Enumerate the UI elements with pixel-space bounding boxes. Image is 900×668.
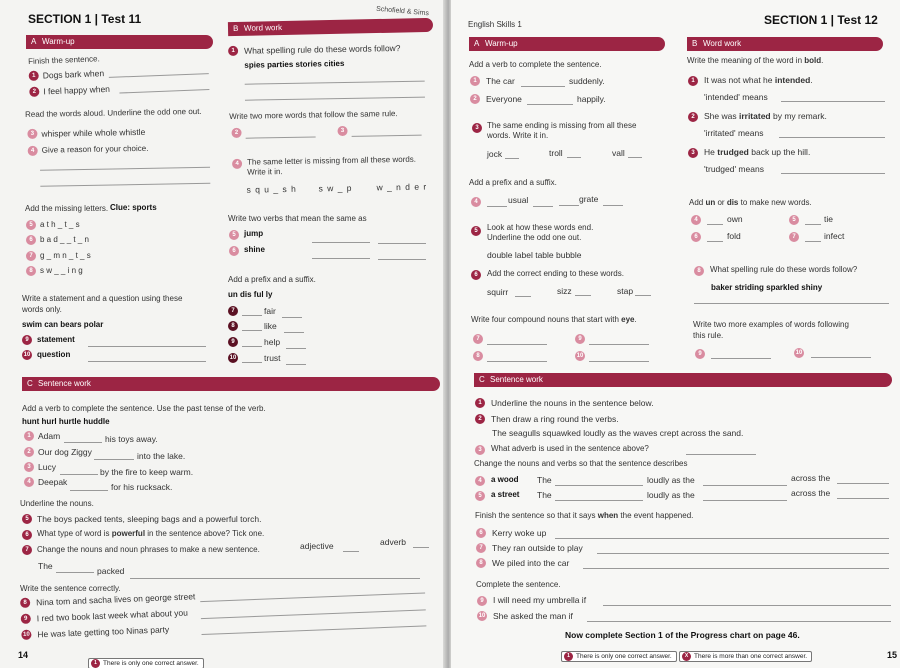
answer-line[interactable]	[837, 498, 889, 499]
question-number: 2	[688, 112, 698, 122]
answer-line[interactable]	[603, 605, 891, 606]
answer-line[interactable]	[628, 157, 642, 158]
question-number: 6	[26, 235, 36, 245]
answer-line[interactable]	[703, 500, 787, 501]
look-instruction: Look at how these words end.	[487, 223, 594, 232]
answer-line[interactable]	[559, 205, 579, 206]
warmup-instruction: Finish the sentence.	[28, 54, 100, 66]
question-number: 9	[21, 614, 31, 624]
answer-line[interactable]	[811, 357, 871, 358]
right-wordwork-bar: B Word work	[687, 37, 883, 51]
answer-line[interactable]	[246, 136, 316, 138]
sentence-end: across the	[791, 473, 831, 483]
sentence-start: Everyone	[486, 94, 522, 104]
answer-line[interactable]	[60, 474, 98, 475]
ending-question: The same ending is missing from all these	[487, 121, 637, 130]
question-number: 8	[694, 266, 704, 276]
answer-line[interactable]	[583, 568, 889, 569]
left-page	[0, 0, 447, 668]
prompt-text: Give a reason for your choice.	[41, 143, 149, 155]
answer-line[interactable]	[312, 258, 370, 259]
question-number: 10	[478, 613, 486, 619]
question-number: 4	[475, 476, 485, 486]
root-word: help	[264, 337, 281, 347]
root-word: own	[727, 214, 743, 224]
question-number: 8	[26, 266, 36, 276]
book-title: English Skills 1	[468, 20, 522, 29]
letter-puzzle[interactable]: s w _ _ i n g	[40, 266, 83, 275]
question-label: question	[37, 350, 71, 359]
answer-line[interactable]	[837, 483, 889, 484]
single-answer-icon: 1	[91, 659, 100, 668]
question-number: 4	[691, 215, 701, 225]
verb-word: shine	[244, 245, 265, 254]
answer-line[interactable]	[515, 296, 531, 297]
sentence-the: The	[537, 475, 552, 485]
sentence-end: suddenly.	[569, 76, 605, 86]
answer-line[interactable]	[202, 625, 427, 635]
word-stem: squirr	[487, 287, 509, 297]
sentence-end: by the fire to keep warm.	[100, 467, 194, 477]
seagull-sentence[interactable]: The seagulls squawked loudly as the waves crept across the sand.	[492, 428, 744, 438]
root-word: fold	[727, 231, 741, 241]
root-word: infect	[824, 231, 845, 241]
question-number: 6	[471, 270, 481, 280]
question-number: 5	[26, 220, 36, 230]
answer-line[interactable]	[40, 167, 210, 171]
question-number: 7	[476, 543, 486, 553]
question-number: 6	[691, 232, 701, 242]
sentence-start: I will need my umbrella if	[493, 595, 587, 605]
answer-line[interactable]	[589, 344, 649, 345]
question-number: 3	[475, 445, 485, 455]
examples-instruction: Write two more examples of words following	[693, 320, 849, 329]
root-word: usual	[508, 195, 529, 205]
root-word: like	[264, 321, 277, 331]
letter-puzzle[interactable]: b a d _ _ t _ n	[40, 235, 89, 244]
answer-line[interactable]	[487, 206, 507, 207]
answer-line[interactable]	[245, 81, 425, 85]
sentence-the: The	[537, 490, 552, 500]
single-answer-icon: 1	[564, 652, 573, 661]
sentence-end: across the	[791, 488, 831, 498]
question-number: 5	[475, 491, 485, 501]
letter-puzzle[interactable]: s q u _ s h	[246, 183, 297, 195]
right-warmup-label: Warm-up	[485, 39, 518, 48]
answer-line[interactable]	[527, 104, 573, 105]
answer-line[interactable]	[779, 137, 885, 138]
left-wordwork-bar: B Word work	[228, 18, 433, 36]
left-sentence-label: Sentence work	[38, 379, 91, 388]
answer-line[interactable]	[707, 241, 723, 242]
answer-line[interactable]	[711, 358, 771, 359]
statement-instruction: Write a statement and a question using these	[22, 294, 183, 303]
question-number: 6	[22, 530, 32, 540]
sentence-instruction: Add a verb to complete the sentence. Use the past tense of the verb.	[22, 404, 266, 413]
answer-line[interactable]	[245, 97, 425, 101]
question-number: 2	[475, 414, 485, 424]
question-number: 3	[688, 148, 698, 158]
answer-line[interactable]	[282, 317, 302, 318]
right-warmup-bar: A Warm-up	[469, 37, 665, 51]
footer-key-multiple: X There is more than one correct answer.	[679, 651, 812, 662]
word-stem: jock	[487, 149, 503, 159]
left-page-number: 14	[18, 650, 29, 660]
question-number: 7	[26, 251, 36, 261]
answer-line[interactable]	[694, 303, 889, 304]
rule-instruction: Write two more words that follow the same rule.	[229, 109, 398, 121]
sentence-start: Deepak	[38, 477, 68, 487]
correction-block	[20, 582, 442, 658]
question-number: 8	[473, 351, 483, 361]
right-section-title: SECTION 1 | Test 12	[764, 13, 878, 27]
incorrect-sentence: Nina tom and sacha lives on george street	[35, 591, 196, 608]
missing-letters-instruction: Add the missing letters.	[25, 204, 109, 213]
answer-line[interactable]	[242, 315, 262, 316]
question-number: 7	[22, 545, 32, 555]
answer-line[interactable]	[603, 205, 623, 206]
meaning-instruction: Write the meaning of the word in bold.	[687, 56, 824, 65]
footer-key-single: 1 There is only one correct answer.	[88, 658, 204, 668]
answer-line[interactable]	[686, 454, 756, 455]
question-number: 6	[476, 528, 486, 538]
progress-note: Now complete Section 1 of the Progress chart on page 46.	[565, 630, 800, 640]
odd-one-out-block	[25, 107, 226, 190]
answer-line[interactable]	[130, 578, 420, 579]
left-warmup-bar: A Warm-up	[26, 35, 213, 49]
right-sentence-label: Sentence work	[490, 375, 543, 384]
root-word: tie	[824, 214, 833, 224]
meaning-sentence: It was not what he intended.	[704, 75, 813, 85]
letter-puzzle[interactable]: a t h _ t _ s	[40, 220, 80, 229]
question-number: 1	[470, 76, 480, 86]
question-number: 10	[576, 353, 584, 359]
answer-line[interactable]	[703, 485, 787, 486]
answer-line[interactable]	[40, 183, 210, 187]
answer-line[interactable]	[109, 73, 209, 78]
sentence-middle: loudly as the	[647, 475, 695, 485]
question-number: 5	[471, 226, 481, 236]
answer-line[interactable]	[284, 332, 304, 333]
right-page	[451, 0, 900, 668]
question-number: 4	[232, 159, 242, 169]
sentence-packed: packed	[97, 566, 125, 576]
question-number: 4	[28, 146, 38, 156]
prefix-instruction: Add un or dis to make new words.	[689, 198, 812, 207]
sentence-the: The	[38, 561, 53, 571]
left-wordwork-label: Word work	[243, 23, 283, 33]
question-number: 7	[473, 334, 483, 344]
answer-line[interactable]	[378, 259, 426, 260]
word-stem: troll	[549, 148, 563, 158]
footer-key-single: 1 There is only one correct answer.	[561, 651, 677, 662]
answer-line[interactable]	[487, 361, 547, 362]
prompt-text: I feel happy when	[43, 83, 111, 97]
verb-bank: hunt hurl hurtle huddle	[22, 417, 110, 426]
spelling-words: baker striding sparkled shiny	[711, 283, 823, 292]
publisher-name: Schofield & Sims	[375, 5, 430, 18]
sentence-start: Kerry woke up	[492, 528, 547, 538]
question-number: 5	[22, 514, 32, 524]
question-number: 10	[795, 350, 803, 356]
question-number: 3	[24, 462, 34, 472]
answer-line[interactable]	[555, 485, 643, 486]
incorrect-sentence: He was late getting too Ninas party	[37, 624, 170, 640]
question-number: 9	[695, 349, 705, 359]
word-stem: vall	[612, 148, 625, 158]
noun-sentence[interactable]: The boys packed tents, sleeping bags and a powerful torch.	[37, 514, 262, 524]
root-word: trust	[264, 353, 281, 363]
answer-line[interactable]	[286, 364, 306, 365]
sentence-start: We piled into the car	[492, 558, 570, 568]
question-number: 2	[29, 87, 39, 97]
spelling-words: spies parties stories cities	[244, 58, 345, 70]
meaning-prompt: 'trudged' means	[704, 164, 764, 174]
sentence-start: She asked the man if	[493, 611, 573, 621]
answer-line[interactable]	[200, 592, 425, 602]
question-number: 1	[29, 71, 39, 81]
letter-puzzle[interactable]: g _ m n _ t _ s	[40, 251, 91, 260]
question-number: 8	[228, 321, 238, 331]
complete-instruction: Complete the sentence.	[476, 580, 561, 589]
question-number: 2	[24, 447, 34, 457]
look-instruction-cont: Underline the odd one out.	[487, 233, 582, 242]
nouns-instruction: Underline the nouns.	[20, 499, 94, 508]
sentence-start: The car	[486, 76, 515, 86]
nouns-instruction: Underline the nouns in the sentence below.	[491, 398, 654, 408]
question-number: 10	[23, 352, 31, 358]
prefix-suffix-instruction: Add a prefix and a suffix.	[469, 178, 557, 187]
question-number: 1	[688, 76, 698, 86]
answer-line[interactable]	[88, 346, 206, 347]
answer-line[interactable]	[505, 158, 519, 159]
answer-line[interactable]	[567, 157, 581, 158]
option-adverb: adverb	[380, 537, 406, 547]
when-instruction: Finish the sentence so that it says when the event happened.	[475, 511, 694, 520]
question-number: 10	[229, 355, 237, 361]
ending-instruction: Add the correct ending to these words.	[487, 269, 624, 278]
question-number: 10	[21, 630, 31, 640]
question-number: 5	[229, 230, 239, 240]
right-wordwork-label: Word work	[703, 39, 742, 48]
answer-line[interactable]	[597, 553, 889, 554]
left-sentence-bar: C Sentence work	[22, 377, 440, 391]
question-number: 1	[24, 431, 34, 441]
answer-line[interactable]	[805, 241, 821, 242]
left-wordwork-content	[228, 40, 439, 374]
question-number: 9	[575, 334, 585, 344]
answer-line[interactable]	[533, 206, 553, 207]
question-number: 9	[22, 335, 32, 345]
warmup-instruction: Add a verb to complete the sentence.	[469, 60, 602, 69]
meaning-sentence: She was irritated by my remark.	[704, 111, 827, 121]
right-page-number: 15	[887, 650, 898, 660]
letter-puzzle[interactable]: w _ n d e r	[376, 181, 428, 193]
answer-line[interactable]	[242, 330, 262, 331]
sentence-end: happily.	[577, 94, 606, 104]
option-adjective: adjective	[300, 541, 334, 551]
letter-puzzle[interactable]: s w _ p	[318, 182, 353, 194]
missing-letter-question: The same letter is missing from all these words.	[246, 154, 417, 167]
answer-line[interactable]	[64, 442, 102, 443]
sentence-start: Lucy	[38, 462, 56, 472]
ending-question-cont: words. Write it in.	[487, 131, 549, 140]
compound-instruction: Write four compound nouns that start with eye.	[471, 315, 637, 324]
sentence-end: into the lake.	[137, 451, 186, 461]
multiple-answer-icon: X	[682, 652, 691, 661]
answer-line[interactable]	[635, 295, 651, 296]
answer-line[interactable]	[589, 361, 649, 362]
answer-line[interactable]	[56, 572, 94, 573]
question-number: 7	[789, 232, 799, 242]
answer-line[interactable]	[707, 224, 723, 225]
word-stem: sizz	[557, 286, 572, 296]
answer-line[interactable]	[312, 242, 370, 243]
answer-line[interactable]	[242, 362, 262, 363]
verbs-instruction: Then draw a ring round the verbs.	[491, 414, 619, 424]
question-number: 3	[337, 126, 347, 136]
question-number: 8	[476, 558, 486, 568]
question-number: 2	[470, 94, 480, 104]
question-number: 7	[228, 306, 238, 316]
answer-line[interactable]	[119, 89, 209, 93]
question-number: 4	[471, 197, 481, 207]
word-stem: stap	[617, 286, 634, 296]
sentence-start: Our dog Ziggy	[38, 447, 92, 457]
verb-word: jump	[244, 229, 264, 238]
affix-bank: un dis ful ly	[228, 290, 273, 299]
word-type-question: What type of word is powerful in the sentence above? Tick one.	[37, 529, 265, 538]
tick-box-adjective[interactable]	[343, 551, 359, 552]
missing-letter-question-cont: Write it in.	[247, 167, 283, 177]
sentence-start: They ran outside to play	[492, 543, 583, 553]
sentence-middle: loudly as the	[647, 490, 695, 500]
setting-label: a street	[491, 490, 520, 499]
question-number: 5	[789, 215, 799, 225]
answer-line[interactable]	[487, 344, 547, 345]
question-number: 9	[477, 596, 487, 606]
spelling-rule-question: What spelling rule do these words follow?	[244, 42, 401, 56]
word-list[interactable]: double label table bubble	[487, 250, 582, 260]
left-warmup-label: Warm-up	[42, 37, 75, 46]
answer-line[interactable]	[70, 490, 108, 491]
meaning-prompt: 'irritated' means	[704, 128, 764, 138]
change-instruction: Change the nouns and verbs so that the sentence describes	[474, 459, 688, 468]
odd-one-out-instruction: Read the words aloud. Underline the odd one out.	[25, 106, 202, 119]
adverb-question: What adverb is used in the sentence above?	[491, 444, 649, 453]
prompt-text: Dogs bark when	[42, 68, 105, 81]
statement-instruction-cont: words only.	[22, 305, 62, 314]
spelling-rule-question: What spelling rule do these words follow?	[710, 265, 858, 274]
answer-line[interactable]	[587, 621, 891, 622]
answer-line[interactable]	[88, 361, 206, 362]
question-number: 9	[228, 337, 238, 347]
right-sentence-bar: C Sentence work	[474, 373, 892, 387]
word-bank: swim can bears polar	[22, 320, 104, 329]
answer-line[interactable]	[378, 243, 426, 244]
question-number: 3	[27, 129, 37, 139]
answer-line[interactable]	[352, 135, 422, 137]
meaning-sentence: He trudged back up the hill.	[704, 147, 811, 157]
answer-line[interactable]	[575, 295, 591, 296]
sentence-start: Adam	[38, 431, 61, 441]
word-list[interactable]: whisper while whole whistle	[41, 126, 146, 139]
answer-line[interactable]	[242, 346, 262, 347]
left-section-title: SECTION 1 | Test 11	[28, 12, 142, 26]
answer-line[interactable]	[781, 173, 885, 174]
answer-line[interactable]	[805, 224, 821, 225]
root-word: fair	[264, 306, 276, 316]
incorrect-sentence: I red two book last week what about you	[36, 607, 189, 624]
question-number: 2	[231, 128, 241, 138]
sentence-end: his toys away.	[105, 434, 158, 444]
correct-instruction: Write the sentence correctly.	[20, 584, 121, 593]
answer-line[interactable]	[521, 86, 565, 87]
answer-line[interactable]	[94, 459, 134, 460]
question-number: 1	[228, 46, 238, 56]
question-number: 8	[20, 598, 30, 608]
examples-instruction-cont: this rule.	[693, 331, 724, 340]
setting-label: a wood	[491, 475, 519, 484]
clue-text: Clue: sports	[110, 203, 157, 212]
question-number: 3	[472, 123, 482, 133]
tick-box-adverb[interactable]	[413, 547, 429, 548]
root-word: grate	[579, 194, 599, 204]
question-number: 6	[229, 246, 239, 256]
question-number: 1	[475, 398, 485, 408]
affix-instruction: Add a prefix and a suffix.	[228, 275, 316, 284]
question-number: 4	[24, 477, 34, 487]
answer-line[interactable]	[555, 538, 889, 539]
answer-line[interactable]	[555, 500, 643, 501]
statement-label: statement	[37, 335, 75, 344]
answer-line[interactable]	[286, 348, 306, 349]
meaning-prompt: 'intended' means	[704, 92, 768, 102]
new-sentence-instruction: Change the nouns and noun phrases to make a new sentence.	[37, 545, 260, 554]
verb-instruction: Write two verbs that mean the same as	[228, 214, 367, 223]
answer-line[interactable]	[201, 609, 426, 619]
sentence-end: for his rucksack.	[111, 482, 173, 492]
answer-line[interactable]	[781, 101, 885, 102]
